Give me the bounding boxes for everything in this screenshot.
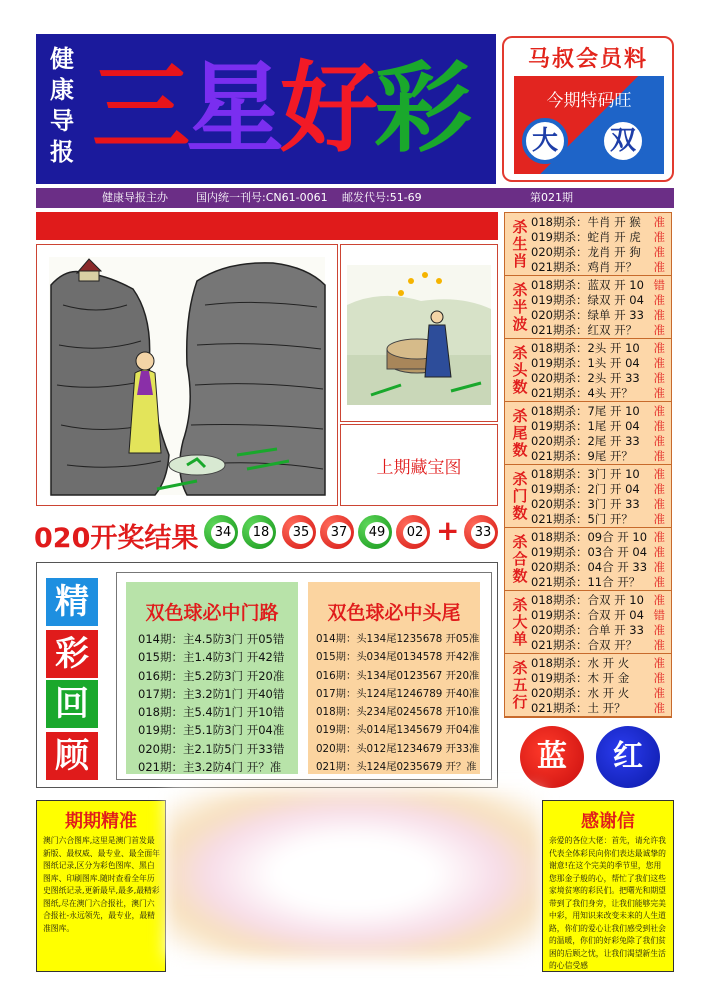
draw-ball xyxy=(242,515,276,549)
kill-row-text: 019期杀：合双 开 04 xyxy=(531,608,644,622)
prediction-row: 017期：头124尾1246789 开40准 xyxy=(316,687,480,700)
paper-name-vertical xyxy=(40,44,84,168)
prev-treasure-caption: 上期藏宝图 xyxy=(376,458,462,478)
kill-row xyxy=(531,293,669,308)
kill-row xyxy=(531,530,669,545)
prediction-row: 015期：主1.4防3门 开42错 xyxy=(138,650,285,665)
kill-row-text: 019期杀：木 开 金 xyxy=(531,671,630,685)
issue-number: 第021期 xyxy=(530,191,573,204)
kill-row-text: 019期杀：1尾 开 04 xyxy=(531,419,640,433)
kill-block-label: 杀 大 单 xyxy=(512,595,528,648)
draw-ball-number: 49 xyxy=(365,522,389,544)
kill-row-text: 019期杀：1头 开 04 xyxy=(531,356,640,370)
kill-block xyxy=(505,213,671,276)
kill-block-label: 杀 生 肖 xyxy=(512,217,528,270)
kill-row xyxy=(531,245,669,260)
kill-row xyxy=(531,608,669,623)
kill-block-label: 杀 头 数 xyxy=(512,343,528,396)
red-wave-ball xyxy=(596,726,660,788)
kill-row-result: 准 xyxy=(653,482,665,496)
kill-row-result: 准 xyxy=(653,593,665,607)
review-char: 顾 xyxy=(46,732,98,780)
kill-row-result: 准 xyxy=(653,293,665,307)
title-char: 彩 xyxy=(374,52,469,166)
kill-row xyxy=(531,467,669,482)
draw-ball-number: 18 xyxy=(249,522,273,544)
kill-row-result: 准 xyxy=(653,656,665,670)
prediction-row: 017期：主3.2防1门 开40错 xyxy=(138,686,285,701)
kill-row-result: 准 xyxy=(653,245,665,259)
kill-row-result: 准 xyxy=(653,467,665,481)
kill-row-result: 准 xyxy=(653,530,665,544)
prediction-row: 016期：头134尾0123567 开20准 xyxy=(316,669,480,682)
kill-row xyxy=(531,482,669,497)
blurred-area xyxy=(166,790,542,958)
draw-ball-number: 35 xyxy=(289,522,313,544)
thank-you-title: 感谢信 xyxy=(581,811,635,832)
accuracy-notice-body: 澳门六合图库,这里是澳门首发最新版、最权威、最专业、最全面年图纸记录,区分为彩色图库、黑白图库、印刷图库.随时查看全年历史图纸记录,更新最早,最多,最精彩图纸,尽在澳门六合报社，澳门六合报社-永远领先，最专业，最精准图库。 xyxy=(43,836,160,933)
kill-row xyxy=(531,434,669,449)
kill-row-result: 准 xyxy=(653,686,665,700)
kill-row-text: 020期杀：水 开 火 xyxy=(531,686,630,700)
draw-ball xyxy=(464,515,498,549)
kill-row-result: 准 xyxy=(653,308,665,322)
kill-row xyxy=(531,701,669,716)
kill-block-label: 杀 半 波 xyxy=(512,280,528,333)
kill-row xyxy=(531,356,669,371)
sage-scene-illustration xyxy=(341,245,497,421)
title-char: 好 xyxy=(280,52,375,166)
kill-row-text: 018期杀：水 开 火 xyxy=(531,656,630,670)
kill-row-result: 准 xyxy=(653,260,665,274)
head-tail-prediction-panel xyxy=(308,582,480,774)
kill-block-label: 杀 尾 数 xyxy=(512,406,528,459)
kill-row-result: 错 xyxy=(653,278,665,292)
kill-row-text: 018期杀：2头 开 10 xyxy=(531,341,640,355)
kill-row-text: 021期杀：4头 开？ xyxy=(531,386,633,400)
paper-name-char: 健 xyxy=(50,45,74,73)
kill-row xyxy=(531,686,669,701)
paper-name-char: 导 xyxy=(50,107,74,135)
door-prediction-panel xyxy=(126,582,298,774)
kill-row-text: 021期杀：合双 开？ xyxy=(531,638,638,652)
kill-block xyxy=(505,402,671,465)
kill-row xyxy=(531,341,669,356)
kill-row xyxy=(531,638,669,653)
kill-row-result: 准 xyxy=(653,419,665,433)
kill-row-text: 019期杀：蛇肖 开 虎 xyxy=(531,230,641,244)
draw-ball-number: 33 xyxy=(471,522,495,544)
kill-row-result: 准 xyxy=(653,404,665,418)
kill-row-result: 准 xyxy=(653,434,665,448)
draw-ball-number: 34 xyxy=(211,522,235,544)
kill-row-text: 020期杀：2头 开 33 xyxy=(531,371,640,385)
prediction-row: 019期：头014尾1345679 开04准 xyxy=(316,724,480,737)
main-title xyxy=(92,40,468,178)
kill-row-result: 错 xyxy=(653,608,665,622)
kill-row-text: 018期杀：3门 开 10 xyxy=(531,467,640,481)
kill-row xyxy=(531,323,669,338)
kill-row-result: 准 xyxy=(653,638,665,652)
draw-ball xyxy=(204,515,238,549)
kill-block xyxy=(505,465,671,528)
kill-block-label: 杀 门 数 xyxy=(512,469,528,522)
kill-block xyxy=(505,276,671,339)
draw-ball xyxy=(358,515,392,549)
kill-block xyxy=(505,591,671,654)
kill-row-text: 020期杀：合单 开 33 xyxy=(531,623,644,637)
kill-row xyxy=(531,656,669,671)
odd-even-ball: 双 xyxy=(600,118,646,164)
review-char: 彩 xyxy=(46,630,98,678)
kill-row-text: 021期杀：土 开？ xyxy=(531,701,626,715)
kill-row-text: 019期杀：绿双 开 04 xyxy=(531,293,644,307)
kill-block-label: 杀 合 数 xyxy=(512,532,528,585)
kill-row-text: 020期杀：绿单 开 33 xyxy=(531,308,644,322)
cliff-scene-illustration xyxy=(37,245,337,505)
kill-row-result: 准 xyxy=(653,623,665,637)
kill-block xyxy=(505,528,671,591)
issn-text: 国内统一刊号:CN61-0061 xyxy=(196,191,328,204)
tail-panel-rows xyxy=(308,630,480,776)
kill-row-result: 准 xyxy=(653,449,665,463)
draw-result-label: 020开奖结果 xyxy=(34,523,199,554)
review-char: 精 xyxy=(46,578,98,626)
kill-row-text: 018期杀：7尾 开 10 xyxy=(531,404,640,418)
accuracy-notice-title: 期期精准 xyxy=(65,811,137,832)
prediction-row: 014期：头134尾1235678 开05准 xyxy=(316,633,480,645)
kill-row xyxy=(531,371,669,386)
kill-row xyxy=(531,386,669,401)
prediction-row: 018期：主5.4防1门 开10错 xyxy=(138,705,285,720)
accuracy-notice xyxy=(36,800,166,972)
kill-row xyxy=(531,449,669,464)
kill-row-text: 020期杀：04合 开 33 xyxy=(531,560,648,574)
blue-wave-ball xyxy=(520,726,584,788)
kill-row-result: 准 xyxy=(653,356,665,370)
kill-row xyxy=(531,230,669,245)
kill-row-text: 021期杀：5门 开？ xyxy=(531,512,633,526)
kill-row xyxy=(531,215,669,230)
draw-ball-number: 37 xyxy=(327,522,351,544)
kill-row-result: 准 xyxy=(653,671,665,685)
host-text: 健康导报主办 xyxy=(102,191,168,204)
kill-row-result: 准 xyxy=(653,371,665,385)
draw-ball xyxy=(396,515,430,549)
kill-row-result: 准 xyxy=(653,323,665,337)
kill-row-result: 准 xyxy=(653,230,665,244)
treasure-map-small-image xyxy=(340,244,498,422)
kill-row-text: 021期杀：鸡肖 开？ xyxy=(531,260,638,274)
treasure-map-main-image xyxy=(36,244,338,506)
prediction-row: 021期：头124尾0235679 开？准 xyxy=(316,761,477,774)
blue-wave-text: 蓝 xyxy=(537,739,567,774)
kill-row-result: 准 xyxy=(653,341,665,355)
kill-row-text: 018期杀：牛肖 开 猴 xyxy=(531,215,641,229)
kill-row-text: 020期杀：3门 开 33 xyxy=(531,497,640,511)
kill-row xyxy=(531,512,669,527)
special-number-plus: + xyxy=(436,514,460,547)
kill-row-text: 021期杀：11合 开？ xyxy=(531,575,641,589)
prediction-row: 014期：主4.5防3门 开05错 xyxy=(138,632,285,646)
kill-block xyxy=(505,339,671,402)
kill-row-result: 准 xyxy=(653,545,665,559)
kill-block-label: 杀 五 行 xyxy=(512,658,528,711)
draw-ball xyxy=(320,515,354,549)
kill-row xyxy=(531,497,669,512)
kill-block xyxy=(505,654,671,717)
red-banner-bar xyxy=(36,212,498,240)
kill-row xyxy=(531,560,669,575)
kill-row xyxy=(531,575,669,590)
review-char: 回 xyxy=(46,680,98,728)
kill-row-result: 准 xyxy=(653,701,665,715)
title-char: 星 xyxy=(186,52,281,166)
publication-info-bar xyxy=(36,188,674,208)
paper-name-char: 报 xyxy=(50,138,74,166)
title-char: 三 xyxy=(92,52,187,166)
draw-ball xyxy=(282,515,316,549)
kill-row xyxy=(531,545,669,560)
kill-row xyxy=(531,404,669,419)
prediction-row: 019期：主5.1防3门 开04准 xyxy=(138,723,285,738)
kill-row xyxy=(531,671,669,686)
member-subtitle: 今期特码旺 xyxy=(546,91,632,111)
prediction-row: 021期：主3.2防4门 开？准 xyxy=(138,760,282,775)
prediction-row: 020期：主2.1防5门 开33错 xyxy=(138,741,285,756)
kill-row-result: 准 xyxy=(653,512,665,526)
kill-row-result: 准 xyxy=(653,386,665,400)
prediction-row: 020期：头012尾1234679 开33准 xyxy=(316,742,480,755)
kill-row-text: 018期杀：蓝双 开 10 xyxy=(531,278,644,292)
member-tip-box xyxy=(502,36,674,182)
kill-row-result: 准 xyxy=(653,560,665,574)
tail-panel-title: 双色球必中头尾 xyxy=(327,602,461,624)
prediction-row: 018期：头234尾0245678 开10准 xyxy=(316,706,480,719)
kill-row-text: 018期杀：合双 开 10 xyxy=(531,593,644,607)
draw-ball-number: 02 xyxy=(403,522,427,544)
paper-name-char: 康 xyxy=(50,76,74,104)
kill-row-result: 准 xyxy=(653,497,665,511)
prediction-row: 016期：主5.2防3门 开20准 xyxy=(138,668,285,683)
big-small-ball: 大 xyxy=(522,118,568,164)
kill-row-result: 准 xyxy=(653,215,665,229)
thank-you-body: 亲爱的各位大佬：首先，请允许我代表全体彩民向你们表达最诚挚的谢意!在这个完美的季节里，您用您那金子般的心，帮忙了我们这些家境贫寒的彩民们。把曙光和期望带到了我们身旁，让我们能够完美中彩，用知识来改变未来的人生道路，你们的爱心让我们感受到社会的温暖，你们的好彩兔除了我们贫困的后顾之忧，让我们渴望新生活的心信受感 xyxy=(549,836,666,970)
kill-row xyxy=(531,260,669,275)
door-panel-rows xyxy=(126,630,298,776)
prev-treasure-caption-box xyxy=(340,424,498,506)
kill-row-text: 020期杀：2尾 开 33 xyxy=(531,434,640,448)
kill-row xyxy=(531,623,669,638)
postal-code-text: 邮发代号:51-69 xyxy=(342,191,422,204)
kill-row-text: 020期杀：龙肖 开 狗 xyxy=(531,245,641,259)
red-wave-text: 红 xyxy=(613,739,643,774)
kill-row xyxy=(531,278,669,293)
kill-row-text: 021期杀：9尾 开？ xyxy=(531,449,633,463)
kill-row xyxy=(531,308,669,323)
member-title: 马叔会员料 xyxy=(527,47,648,72)
kill-row-result: 准 xyxy=(653,575,665,589)
member-panel xyxy=(514,76,664,174)
kill-row-text: 019期杀：2门 开 04 xyxy=(531,482,640,496)
door-panel-title: 双色球必中门路 xyxy=(145,602,279,624)
prediction-row: 015期：头034尾0134578 开42准 xyxy=(316,651,480,664)
kill-row xyxy=(531,419,669,434)
kill-row-text: 018期杀：09合 开 10 xyxy=(531,530,648,544)
kill-row-text: 019期杀：03合 开 04 xyxy=(531,545,648,559)
kill-row xyxy=(531,593,669,608)
kill-row-text: 021期杀：红双 开？ xyxy=(531,323,638,337)
thank-you-letter xyxy=(542,800,674,972)
